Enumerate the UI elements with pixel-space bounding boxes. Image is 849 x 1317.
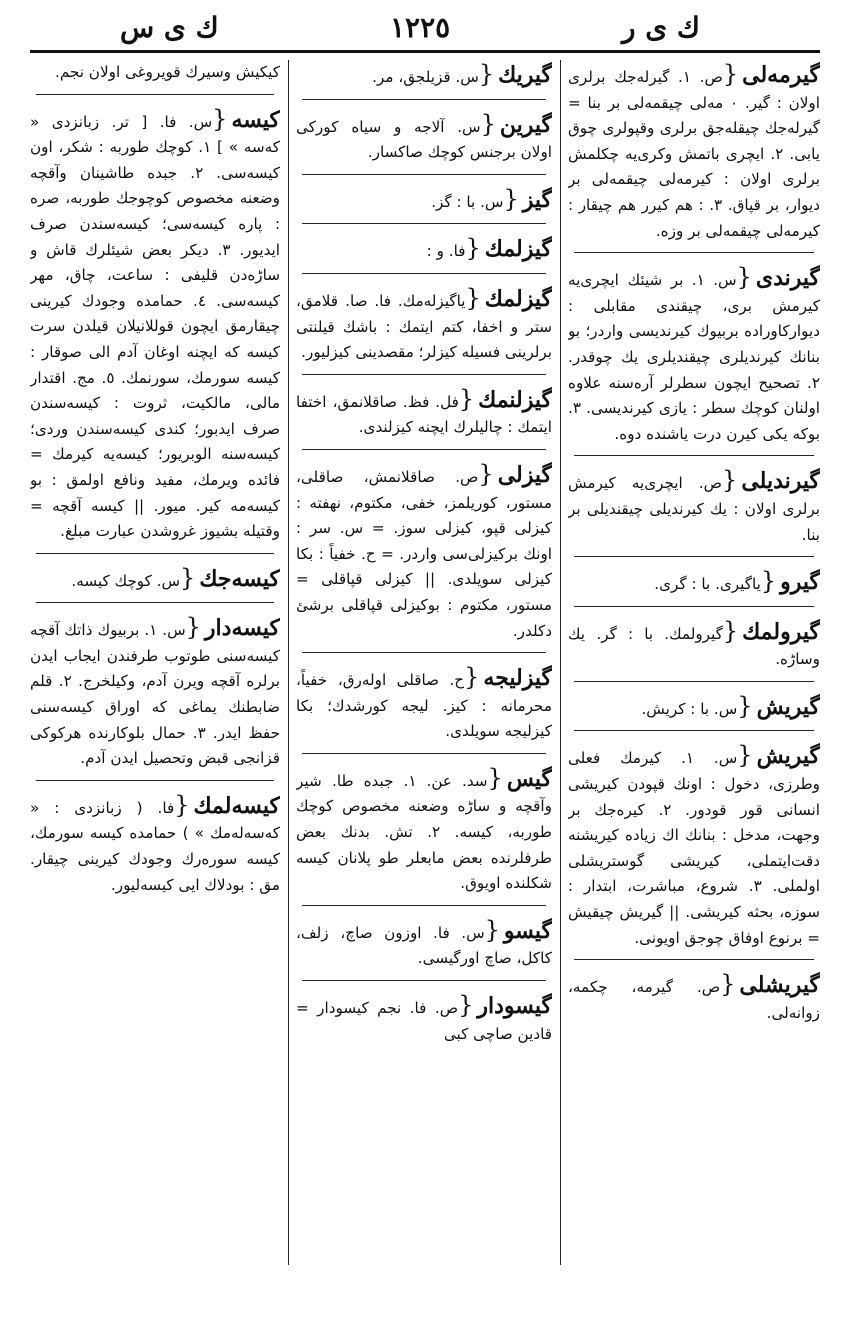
column-separator [288,60,289,1265]
entry-etymology: س. آلاجه و سياه [351,117,481,136]
entry-headword: گيريش [756,743,820,770]
dictionary-entry [568,567,820,598]
entry-definition: قادين صاچى كبى [443,1024,552,1043]
dictionary-entry [568,692,820,723]
brace-mark: { [484,915,500,944]
entry-divider [302,449,546,450]
entry-etymology: سد. عن. ١. جبده طا. [332,771,488,790]
brace-mark: { [464,663,480,692]
dictionary-entry [568,741,820,951]
column-separator [560,60,561,1265]
entry-definition: زوانه‌لى. [766,1003,820,1022]
entry-definition: مستور، كوريلمز، خفى، مكتوم، نهفته : كيزلى قپو، كيزلى سوز. = س. سر : اونك بركيزلى‌سى واردر. = ح. خفياً : بكا كيزلى سويلدى. || كيزلى قپاقلى = مستور، مكتوم : بوكيزلى قپاقلى برشئ دكلدر. [296,493,552,640]
entry-definition: شير وآقچه و ساڑه وضعنه مخصوص كوچك طوربه، كيسه. ٢. تش. بدنك بعض طرفلرنده بعض مابعلر طو پلانان كيسه شكلنده اويوق. [296,771,552,893]
brace-mark: { [760,567,777,596]
brace-mark: { [737,741,753,770]
header-left-letters: ك ى س [120,11,219,44]
brace-mark: { [722,466,738,495]
entry-etymology: ص. فا. نجم كيسودار = [296,999,459,1018]
brace-mark: { [174,790,190,819]
brace-mark: { [736,263,752,292]
dictionary-entry [30,613,280,772]
entry-etymology: س. با : كريش. [641,699,738,718]
entry-divider [302,652,546,653]
entry-definition: ايچرى‌يه كيرمش برى، چيقندى مقابلى : ديواركاوراده بربيوك كيرنديسى واردر؛ بو بنانك كيرنديلرى چيقنديلرى يك چوقدر. ٢. تصحيح ايچون سطرلر آره‌سنه علاوه اولنان كوچك سطر : يازى كيرنديسى. ٣. بوكه يكى كيرن درت ياشنده دوه. [568,271,820,443]
brace-mark: { [180,563,196,592]
entry-definition: قلامق، ستر و اخفا، كتم ايتمك : باشك قيلنتى برلرينى فسيله كيزلر؛ مقصدينى كيزليور. [296,291,552,362]
brace-mark: { [720,970,736,999]
dictionary-entry [296,764,552,897]
entry-headword: گيرمه‌لى [742,62,820,88]
entry-headword: گيز [522,186,552,213]
entry-divider [574,681,814,682]
brace-mark: { [487,763,503,792]
entry-etymology: س. ١. كيرمك فعلى [568,749,738,768]
entry-headword: گيسودار [477,993,552,1020]
entry-divider [574,455,814,456]
entry-definition: اختفا ايتمك : چاليلرك ايچنه كيزلندى. [296,392,552,437]
entry-divider [574,606,814,607]
brace-mark: { [503,184,519,213]
entry-divider [302,174,546,175]
entry-definition: كوركى اولان برجنس كوچك صاكسار. [296,117,552,162]
dictionary-entry [296,60,552,91]
entry-etymology: فا. و : [426,242,466,261]
dictionary-entry [30,60,280,86]
entry-etymology: فا. ( زبانزدى : « كەسەلەمك » ) [30,798,280,843]
header-rule [30,50,820,53]
entry-etymology: گيرولمك. با : گر. [596,624,723,643]
entry-headword: كيسه‌دار [204,615,280,642]
entry-divider [36,553,274,554]
entry-definition: زلف، كاكل، صاچ اورگيسى. [296,923,552,968]
entry-headword: گيرنديلى [741,468,820,495]
entry-divider [574,556,814,557]
entry-etymology: س. فا. اوزون صاچ، [340,923,485,942]
page-number: ١٢٢٥ [390,11,451,44]
brace-mark: { [478,459,494,488]
entry-definition: برلرى اولان : گير. ٠ مەلى چيقمەلى بر بنا = گيرلەجك چيقلەجق برلرى وقپولرى چوق يابى. ٢. ايچرى باتمش وكرى‌يه چكلمش برلرى اولان : كيرمەلى چيقمەلى بر ديوار، بر قپاق. ٣. : هم كيرر هم چيقار : كيرمەلى چيقمەلى بر وزه. [568,68,820,240]
dictionary-entry [296,663,552,745]
dictionary-entry [296,460,552,644]
entry-etymology: ص. صاقلانمش، صاقلى، [296,467,479,486]
entry-etymology: ح. صاقلى اولەرق، [337,671,465,690]
brace-mark: { [737,691,753,720]
entry-divider [36,780,274,781]
entry-headword: گيرو [780,569,820,596]
entry-etymology: س. با : گز. [431,192,504,211]
entry-divider [36,94,274,95]
brace-mark: { [458,991,474,1020]
dictionary-entry [296,110,552,166]
entry-etymology: ص. ايچرى‌يه كيرمش [568,474,723,493]
entry-headword: گيرندى [755,265,820,292]
brace-mark: { [722,60,739,88]
entry-divider [574,730,814,731]
entry-divider [302,273,546,274]
entry-headword: كيسه [231,106,280,133]
entry-divider [574,959,814,960]
dictionary-entry [568,263,820,447]
entry-headword: گيزليجه [483,665,552,692]
entry-headword: كيسه‌لمك [193,792,280,819]
entry-headword: گيسو [503,917,552,944]
brace-mark: { [480,109,496,138]
brace-mark: { [465,234,481,263]
column-middle [296,60,552,1307]
dictionary-entry [296,234,552,265]
entry-headword: گيزلمك [484,285,552,312]
entry-etymology: ياگيزلەمك. فا. صا. [345,291,466,310]
entry-etymology: س. فا. [ تر. زبانزدى « كەسە » ] ١. كوچك [30,112,280,157]
entry-headword: گيريك [498,62,552,88]
entry-headword: گيرين [499,111,552,138]
dictionary-entry [296,385,552,441]
entry-headword: گيريش [756,693,820,720]
brace-mark: { [185,613,201,642]
header-right-letters: ك ى ر [621,11,700,44]
brace-mark: { [722,616,739,645]
entry-etymology: س. ١. بربيوك [97,621,186,640]
page-header [30,8,820,48]
entry-etymology: س. كوچك كيسه. [71,571,181,590]
column-right [568,60,820,1307]
entry-divider [302,753,546,754]
brace-mark: { [458,384,475,413]
entry-definition: طوربه : شكر، اون كيسه‌سى. ٢. جبده طاشينان وآقچه وضعنه مخصوص كوچوجك طوربه، صره : پاره كيسه‌سى؛ كيسه‌سندن صرف ايديور. ٣. ديكر بعض شيئلرك قاش و ساڑه‌دن قليفى : ساعت، چاق، مهر كيسه‌سى. ٤. حمامده وجودك كيرينى چيقارمق ايچون قوللانيلان قيلدن سرت كيسه كه ايچنه اوغان آدم الى صوقار : كيسه سورمك، سورنمك. ٥. مج. اقتدار مالى، مالكيت، ثروت : كيسه‌سندن صرف ايدبور؛ كندى كيسه‌سندن وردى؛ كيسه‌سنه الوبريور؛ كيسه‌يه كيرمك = فائده ويرمك، مفيد ونافع اولمق : بو كيسه‌مه كير. ميور. || كيسه آقچه = وقتيله بشيوز غروشدن عبارت مبلغ. [30,138,280,541]
dictionary-entry [296,991,552,1047]
dictionary-entry [568,466,820,548]
entry-headword: گيريشلى [739,972,820,999]
entry-etymology: ص. ١. گيرلەجك [614,68,723,86]
entry-definition: خفياً، محرمانه : كيز. ليجه كورشدك؛ بكا كيزليجه سويلدى. [296,671,552,741]
entry-definition: برلرى اولان : يك كيرنديلى چيقنديلى بر بنا. [568,499,820,544]
brace-mark: { [478,60,495,88]
entry-divider [302,980,546,981]
brace-mark: { [465,283,481,312]
dictionary-entry [296,284,552,366]
entry-etymology: فل. فظ. صاقلانمق، [332,392,459,411]
dictionary-entry [568,970,820,1026]
entry-etymology: س. ١. بر شيئك [627,271,737,290]
entry-divider [302,99,546,100]
entry-definition: وطرزى، دخول : اونك قپودن كيريشى انسانى قور قودور. ٢. كيرەجك بر وجهت، مدخل : بنانك اك زيادە كيريشنه دقت‌ايتملى، كيريشى گوستريشلى اولملى. ٣. شروع، مباشرت، ابتدار : سوزه، بحثه كيريشى. || گيريش چيقيش = برنوع اوفاق چوجق اويونى. [568,775,820,947]
dictionary-entry [30,791,280,898]
entry-headword: گيس [506,765,552,792]
entry-divider [36,602,274,603]
column-left [30,60,280,1307]
entry-definition: كيكيش وسيرك قويروغى اولان نجم. [55,63,280,81]
entry-definition: حمامده كيسه سورمك، كيسه سوره‌رك وجودك كيرينى چيقار. مق : بودلاك ايى كيسه‌ليور. [30,824,280,894]
entry-divider [302,374,546,375]
dictionary-entry [30,564,280,595]
dictionary-entry [296,185,552,216]
entry-headword: گيرولمك [742,618,820,645]
entry-etymology: س. قزيلجق، مر. [372,68,479,86]
entry-definition: يك وساڑه. [568,624,820,669]
entry-headword: گيزلى [497,461,552,488]
entry-headword: كيسه‌جك [199,565,280,592]
entry-headword: گيزلمك [484,236,552,263]
entry-definition: ذاتك آقچه كيسه‌سنى طوتوب طرفندن ايجاب ايدن برلره آقچه ويرن آدم، وكيلخرج. ٢. قلم ضابطنك يماغى كه اوراق كيسه‌سنى حفظ ايدر. ٣. حمال بلوكارنده هركوكى قزانجى قبض وتحصيل ايدن آدم. [30,621,280,768]
brace-mark: { [212,104,228,133]
entry-headword: گيزلنمك [478,386,552,413]
entry-divider [302,905,546,906]
dictionary-entry [30,105,280,545]
entry-etymology: ص. گيرمه، چكمه، [568,978,721,997]
dictionary-entry [568,60,820,244]
dictionary-entry [568,617,820,673]
entry-divider [302,223,546,224]
entry-etymology: ياگيرى. با : گرى. [654,575,761,594]
entry-divider [574,252,814,253]
dictionary-entry [296,916,552,972]
